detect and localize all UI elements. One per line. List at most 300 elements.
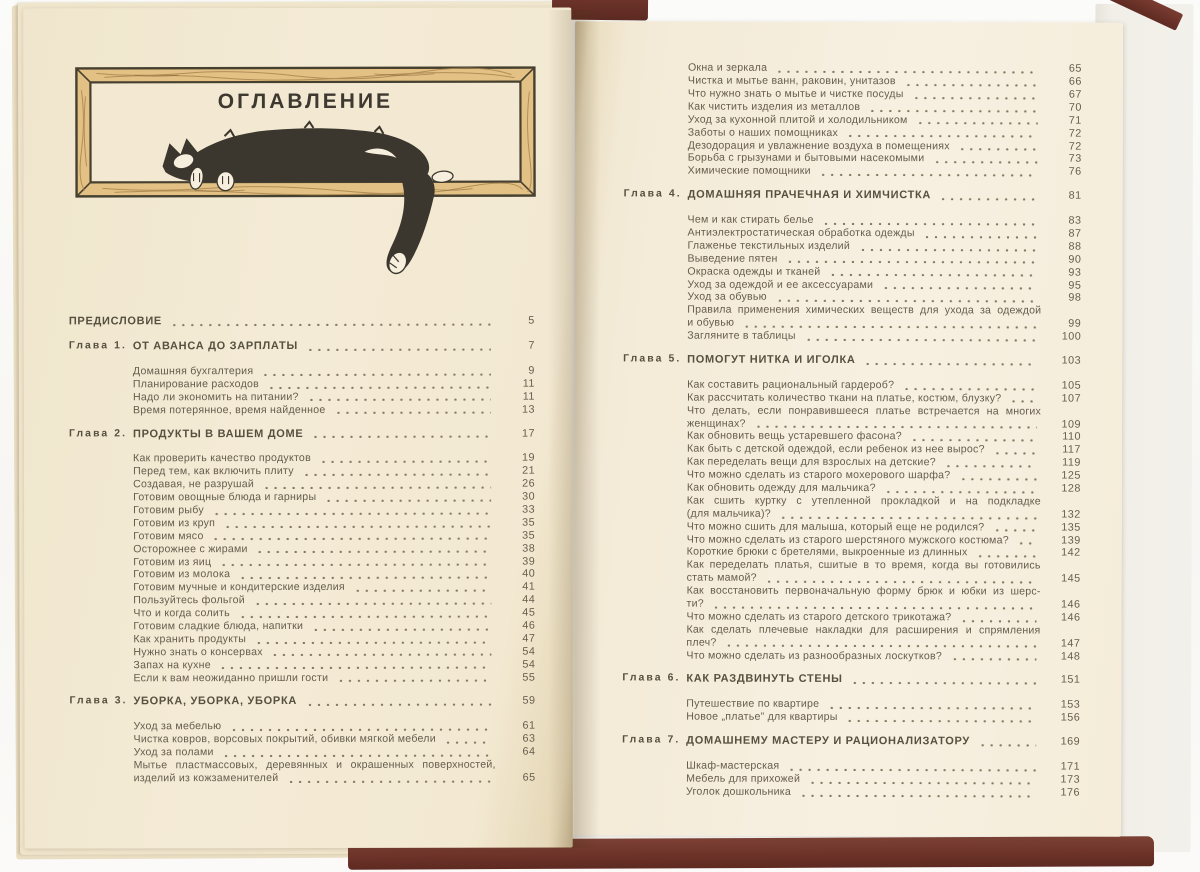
entry-title: Чистка ковров, ворсовых покрытий, обивки мягкой мебели (133, 732, 436, 746)
toc-entry-row (623, 265, 1081, 279)
entry-title: Пользуйтесь фольгой (133, 594, 245, 607)
dot-leader (261, 371, 491, 375)
toc-entry-row (623, 533, 1081, 547)
entry-title: плеч? (686, 636, 717, 649)
dot-leader (775, 69, 1038, 74)
dot-leader (881, 285, 1037, 289)
dot-leader (742, 324, 1037, 329)
toc-entry-row (623, 584, 1081, 598)
toc-entry-row (623, 430, 1081, 444)
dot-leader (712, 604, 1037, 609)
entry-title: Мытье пластмассовых, деревянных и окрашенных поверхностей, (133, 758, 496, 772)
dot-leader (958, 476, 1036, 480)
dot-leader (256, 549, 492, 553)
entry-title: Шкаф-мастерская (686, 759, 780, 772)
dot-leader (262, 485, 491, 489)
dot-leader (1017, 541, 1037, 545)
toc-entry-row (622, 785, 1080, 799)
entry-title: ти? (686, 597, 704, 610)
dot-leader (868, 108, 1038, 112)
dot-leader (229, 727, 491, 731)
dot-leader (864, 361, 1038, 365)
toc-entry-row (624, 74, 1082, 88)
dot-leader (959, 618, 1036, 622)
toc-entry-row (69, 619, 535, 633)
page-number: 55 (522, 671, 536, 684)
dot-leader (976, 554, 1037, 558)
dot-leader (311, 626, 491, 630)
page-number: 128 (1061, 482, 1081, 495)
page-number: 169 (1060, 735, 1081, 748)
toc-entry-row (69, 377, 535, 391)
toc-entry-row (623, 391, 1081, 405)
entry-title: Глаженье текстильных изделий (687, 239, 851, 252)
page-number: 65 (1068, 62, 1082, 75)
toc-entry-row (623, 252, 1081, 266)
toc-entry-row (69, 632, 535, 646)
toc-entry-row (623, 468, 1081, 482)
toc-entry-row (623, 304, 1081, 318)
toc-entry-row (69, 452, 535, 466)
page-number: 21 (522, 464, 536, 477)
entry-title: Уход за обувью (687, 291, 767, 304)
toc-entry-row (623, 494, 1081, 508)
toc-chapter-row (69, 695, 535, 709)
toc-entry-row (623, 316, 1081, 330)
toc-entry-row (622, 649, 1080, 663)
dot-leader (324, 497, 491, 501)
toc-entry-row (624, 113, 1082, 127)
toc-entry-row (69, 364, 535, 378)
dot-leader (923, 234, 1038, 238)
toc-entry-row (69, 465, 535, 479)
dot-leader (336, 678, 491, 682)
dot-leader (271, 652, 492, 656)
dot-leader (223, 523, 491, 527)
dot-leader (353, 588, 491, 592)
chapter-label: Глава 5. (623, 353, 682, 365)
toc-entry-row (624, 61, 1082, 75)
dot-leader (846, 133, 1038, 138)
entry-title: Окраска одежды и тканей (687, 265, 821, 278)
page-number: 59 (522, 695, 536, 708)
toc-entry-row (69, 490, 535, 504)
chapter-title: ПРОДУКТЫ В ВАШЕМ ДОМЕ (132, 427, 304, 440)
toc-list-right (622, 61, 1082, 799)
toc-entry-row (624, 139, 1082, 153)
toc-entry-row (624, 213, 1082, 227)
toc-entry-row (623, 417, 1081, 431)
dot-leader (808, 780, 1036, 785)
toc-entry-row (70, 746, 536, 760)
dot-leader (944, 463, 1037, 467)
toc-entry-row (69, 542, 535, 556)
contents-title: ОГЛАВЛЕНИЕ (217, 89, 394, 114)
page-number: 146 (1060, 611, 1081, 624)
toc-entry-row (70, 758, 536, 772)
page-number: 64 (522, 745, 536, 758)
toc-entry-row (69, 516, 535, 530)
toc-entry-row (69, 581, 535, 595)
entry-title: Выведение пятен (687, 252, 778, 265)
entry-title: Нужно знать о консервах (133, 645, 263, 659)
entry-title: Новое „платье” для квартиры (686, 710, 838, 724)
dot-leader (170, 322, 491, 327)
toc-entry-row (69, 390, 535, 404)
dot-leader (754, 424, 1037, 429)
dot-leader (958, 147, 1038, 151)
dot-leader (902, 386, 1037, 390)
entry-title: (для мальчика)? (686, 507, 771, 520)
page-number: 107 (1061, 392, 1082, 405)
page-number: 47 (522, 632, 536, 645)
page-number: 135 (1061, 521, 1081, 534)
entry-title: Как быть с детской одеждой, если ребенок из нее вырос? (686, 442, 985, 456)
page-number: 87 (1068, 227, 1082, 240)
page-number: 76 (1068, 165, 1082, 178)
page-number: 173 (1060, 773, 1081, 786)
dot-leader (804, 337, 1038, 342)
page-number: 156 (1060, 711, 1081, 724)
toc-entry-row (623, 291, 1081, 305)
entry-title: Готовим из молока (133, 568, 231, 581)
toc-entry-row (623, 239, 1081, 253)
entry-title: Уход за полами (133, 746, 214, 759)
page-number: 95 (1068, 279, 1082, 292)
dot-leader (799, 792, 1036, 797)
dot-leader (846, 718, 1037, 722)
page-number: 72 (1068, 140, 1082, 153)
dot-leader (827, 705, 1036, 710)
entry-title: Как обновить вещь устаревшего фасона? (686, 430, 902, 443)
dot-leader (904, 82, 1038, 86)
page-number: 9 (528, 364, 535, 377)
entry-title: Что можно сделать из старого детского трикотажа? (686, 610, 952, 624)
toc-entry-row (623, 226, 1081, 240)
page-number: 132 (1061, 508, 1081, 521)
toc-entry-row (69, 503, 535, 517)
page-number: 66 (1068, 75, 1082, 88)
toc-list-left (69, 315, 536, 785)
toc-entry-row (69, 478, 535, 492)
page-number: 117 (1062, 443, 1081, 456)
chapter-title: ДОМАШНЕМУ МАСТЕРУ И РАЦИОНАЛИЗАТОРУ (686, 734, 970, 748)
entry-title: Как хранить продукты (133, 632, 247, 646)
entry-title: Как восстановить первоначальную форму брюк и юбки из шерс- (686, 584, 1041, 598)
page-number: 17 (521, 427, 536, 440)
entry-title: Как сделать плечевые накладки для расширения и спрямления (686, 623, 1041, 637)
dot-leader (253, 601, 491, 605)
page-number: 125 (1061, 469, 1081, 482)
entry-title: Как переделать вещи для взрослых на детские? (686, 455, 936, 469)
page-number: 70 (1068, 101, 1082, 114)
toc-entry-row (624, 87, 1082, 101)
entry-title: Уход за кухонной плитой и холодильником (687, 113, 908, 126)
dot-leader (238, 575, 491, 579)
page-number: 73 (1068, 152, 1082, 166)
entry-title: Как обновить одежду для мальчика? (686, 481, 876, 495)
dot-leader (1009, 399, 1037, 403)
toc-entry-row (624, 100, 1082, 114)
dot-leader (916, 121, 1038, 125)
entry-title: Что можно сделать из старого шерстяного мужского костюма? (686, 533, 1009, 546)
page-number: 40 (522, 568, 536, 581)
dot-leader (725, 643, 1037, 648)
dot-leader (311, 434, 491, 438)
entry-title: Готовим из круп (133, 517, 216, 530)
toc-chapter-row (69, 315, 535, 329)
entry-title: Планирование расходов (132, 377, 260, 391)
page-number: 39 (522, 555, 536, 568)
dot-leader (884, 489, 1037, 493)
toc-entry-row (623, 559, 1081, 573)
page-number: 147 (1060, 637, 1081, 650)
dot-leader (993, 450, 1037, 454)
dot-leader (910, 437, 1037, 441)
toc-entry-row (69, 607, 535, 621)
chapter-label: Глава 4. (623, 188, 682, 200)
entry-title: Готовим из яиц (133, 555, 212, 568)
dot-leader (334, 410, 491, 414)
page-number: 110 (1062, 431, 1081, 444)
toc-chapter-row (623, 353, 1081, 367)
entry-title: Готовим мучные и кондитерские изделия (133, 581, 345, 594)
dot-leader (254, 639, 491, 643)
toc-chapter-row (622, 673, 1080, 687)
page-number: 171 (1060, 760, 1081, 773)
page-number: 142 (1061, 547, 1081, 560)
page-number: 71 (1068, 114, 1082, 127)
chapter-label: Глава 3. (69, 695, 128, 707)
entry-title: Что нужно знать о мытье и чистке посуды (687, 87, 904, 101)
right-page (573, 21, 1123, 836)
toc-entry-row (623, 329, 1081, 343)
entry-title: Правила применения химических веществ для ухода за одеждой (687, 303, 1042, 317)
dot-leader (787, 767, 1036, 772)
page-number: 11 (522, 390, 535, 403)
contents-header-illustration (74, 66, 536, 312)
entry-title: Запах на кухне (133, 658, 211, 671)
page-number: 148 (1060, 650, 1081, 663)
entry-title: Загляните в таблицы (687, 329, 796, 342)
entry-title: Что можно сделать из старого мохерового шарфа? (686, 468, 951, 482)
entry-title: Уход за мебелью (133, 720, 222, 733)
chapter-title: ПОМОГУТ НИТКА И ИГОЛКА (687, 353, 856, 367)
toc-chapter-row (624, 188, 1082, 202)
toc-chapter-row (622, 734, 1080, 748)
dot-leader (978, 742, 1036, 746)
page-number: 67 (1068, 88, 1082, 101)
dot-leader (858, 247, 1037, 251)
page-number: 83 (1068, 214, 1082, 227)
page-number: 90 (1068, 253, 1082, 266)
entry-title: Готовим сладкие блюда, напитки (133, 619, 304, 633)
page-number: 19 (522, 452, 536, 465)
entry-title: Надо ли экономить на питании? (132, 390, 299, 404)
dot-leader (822, 221, 1038, 226)
toc-entry-row (622, 772, 1080, 786)
entry-title: Время потерянное, время найденное (132, 403, 326, 416)
chapter-title: ОТ АВАНСА ДО ЗАРПЛАТЫ (132, 340, 298, 353)
entry-title: Чем и как стирать белье (687, 213, 814, 227)
page-number: 145 (1061, 572, 1081, 585)
entry-title: Химические помощники (687, 164, 811, 178)
dot-leader (267, 384, 491, 388)
entry-title: Заботы о наших помощниках (687, 126, 839, 139)
entry-title: Как составить рациональный гардероб? (687, 378, 895, 392)
entry-title: Готовим мясо (133, 529, 204, 543)
entry-title: Окна и зеркала (687, 61, 768, 74)
entry-title: Если к вам неожиданно пришли гости (133, 671, 329, 684)
dot-leader (786, 259, 1038, 264)
toc-entry-row (69, 403, 535, 417)
entry-title: Как чистить изделия из металлов (687, 100, 861, 113)
dot-leader (212, 536, 492, 540)
entry-title: и обувью (687, 316, 735, 329)
toc-entry-row (623, 455, 1081, 469)
toc-entry-row (622, 710, 1080, 724)
page-number: 98 (1068, 292, 1082, 305)
toc-entry-row (622, 623, 1080, 637)
dot-leader (912, 95, 1038, 99)
toc-entry-row (624, 126, 1082, 140)
toc-entry-row (623, 507, 1081, 521)
page-number: 38 (522, 542, 536, 555)
toc-entry-row (623, 546, 1081, 560)
entry-title: Как рассчитать количество ткани на платье, костюм, блузку? (687, 391, 1002, 405)
toc-entry-row (623, 404, 1081, 418)
chapter-label: Глава 1. (68, 340, 128, 352)
page-number: 146 (1061, 598, 1081, 611)
entry-title: женщинах? (686, 417, 746, 430)
page-number: 30 (522, 490, 536, 503)
dot-leader (302, 472, 491, 476)
toc-chapter-row (69, 339, 535, 353)
toc-entry-row (69, 671, 535, 685)
page-number: 46 (522, 619, 536, 632)
entry-title: Мебель для прихожей (686, 772, 801, 785)
page-number: 109 (1061, 418, 1082, 431)
entry-title: Короткие брюки с бретелями, выкроенные из длинных (686, 546, 968, 559)
toc-entry-row (70, 733, 536, 747)
dot-leader (444, 740, 492, 744)
page-number: 35 (522, 529, 536, 542)
chapter-title: КАК РАЗДВИНУТЬ СТЕНЫ (686, 673, 843, 686)
toc-entry-row (622, 759, 1080, 773)
toc-entry-row (622, 698, 1080, 712)
page-number: 44 (522, 593, 536, 606)
page-number: 11 (522, 377, 535, 390)
dot-leader (775, 298, 1037, 303)
page-number: 72 (1068, 127, 1082, 140)
dot-leader (286, 778, 491, 782)
page-number: 105 (1061, 379, 1082, 392)
toc-entry-row (69, 555, 535, 569)
entry-title: Домашняя бухгалтерия (132, 365, 254, 378)
left-page (23, 8, 572, 849)
page-number: 103 (1061, 354, 1082, 367)
toc-entry-row (623, 443, 1081, 457)
page-number: 119 (1062, 456, 1081, 469)
page-number: 41 (522, 580, 536, 593)
dot-leader (819, 172, 1038, 177)
entry-title: Антиэлектростатическая обработка одежды (687, 226, 915, 240)
entry-title: Что можно сшить для малыша, который еще не родился? (686, 520, 985, 534)
dot-leader (950, 657, 1036, 661)
page-number: 35 (522, 516, 536, 529)
page-number: 99 (1068, 317, 1082, 330)
page-number: 45 (522, 606, 536, 619)
page-number: 65 (522, 771, 536, 784)
toc-entry-row (624, 152, 1082, 166)
toc-entry-row (69, 645, 535, 659)
toc-entry-row (623, 278, 1081, 292)
page-number: 54 (522, 658, 536, 671)
toc-entry-row (69, 529, 535, 543)
page-number: 5 (528, 314, 535, 327)
dot-leader (222, 752, 492, 756)
dot-leader (932, 159, 1037, 163)
entry-title: Осторожнее с жирами (133, 542, 248, 555)
page-number: 7 (528, 339, 535, 352)
page-number: 33 (522, 503, 536, 516)
dot-leader (992, 528, 1036, 532)
chapter-label: Глава 6. (622, 672, 681, 685)
dot-leader (305, 702, 491, 706)
dot-leader (219, 562, 491, 566)
page-number: 61 (522, 719, 536, 732)
toc-entry-row (70, 720, 536, 734)
entry-title: Как проверить качество продуктов (133, 452, 311, 465)
toc-entry-row (623, 378, 1081, 392)
entry-title: Готовим овощные блюда и гарниры (133, 491, 317, 504)
page-number: 176 (1060, 786, 1081, 799)
page-number: 88 (1068, 240, 1082, 253)
toc-entry-row (69, 594, 535, 608)
toc-chapter-row (69, 427, 535, 441)
entry-title: Уголок дошкольника (686, 785, 792, 798)
entry-title: стать мамой? (686, 571, 757, 585)
entry-title: изделий из кожзаменителей (133, 771, 279, 785)
page-number: 93 (1068, 266, 1082, 279)
dot-leader (238, 613, 491, 617)
entry-title: Чистка и мытье ванн, раковин, унитазов (687, 74, 896, 88)
page-number: 81 (1068, 189, 1082, 202)
page-number: 63 (522, 732, 536, 745)
toc-entry-row (623, 597, 1081, 611)
entry-title: Как переделать платья, сшитые в то время, когда вы готовились (686, 558, 1041, 572)
page-number: 26 (522, 477, 536, 490)
entry-title: Борьба с грызунами и бытовыми насекомыми (687, 152, 925, 165)
dot-leader (219, 665, 492, 669)
entry-title: Перед тем, как включить плиту (133, 465, 294, 478)
entry-title: Что и когда солить (133, 607, 230, 620)
entry-title: Что можно сделать из разнообразных лоскутков? (686, 649, 943, 662)
toc-entry-row (622, 636, 1080, 650)
page-number: 13 (521, 403, 535, 416)
page-number: 139 (1061, 534, 1081, 547)
entry-title: Дезодорация и увлажнение воздуха в помещениях (687, 139, 950, 152)
entry-title: Уход за одеждой и ее аксессуарами (687, 278, 874, 291)
entry-title: Как сшить куртку с утепленной прокладкой и на подкладке (686, 494, 1041, 508)
dot-leader (319, 459, 491, 463)
page-number: 100 (1061, 330, 1082, 343)
toc-entry-row (623, 520, 1081, 534)
toc-entry-row (624, 165, 1082, 179)
toc-entry-row (623, 481, 1081, 495)
page-number: 153 (1060, 698, 1081, 711)
entry-title: Путешествие по квартире (686, 697, 820, 711)
